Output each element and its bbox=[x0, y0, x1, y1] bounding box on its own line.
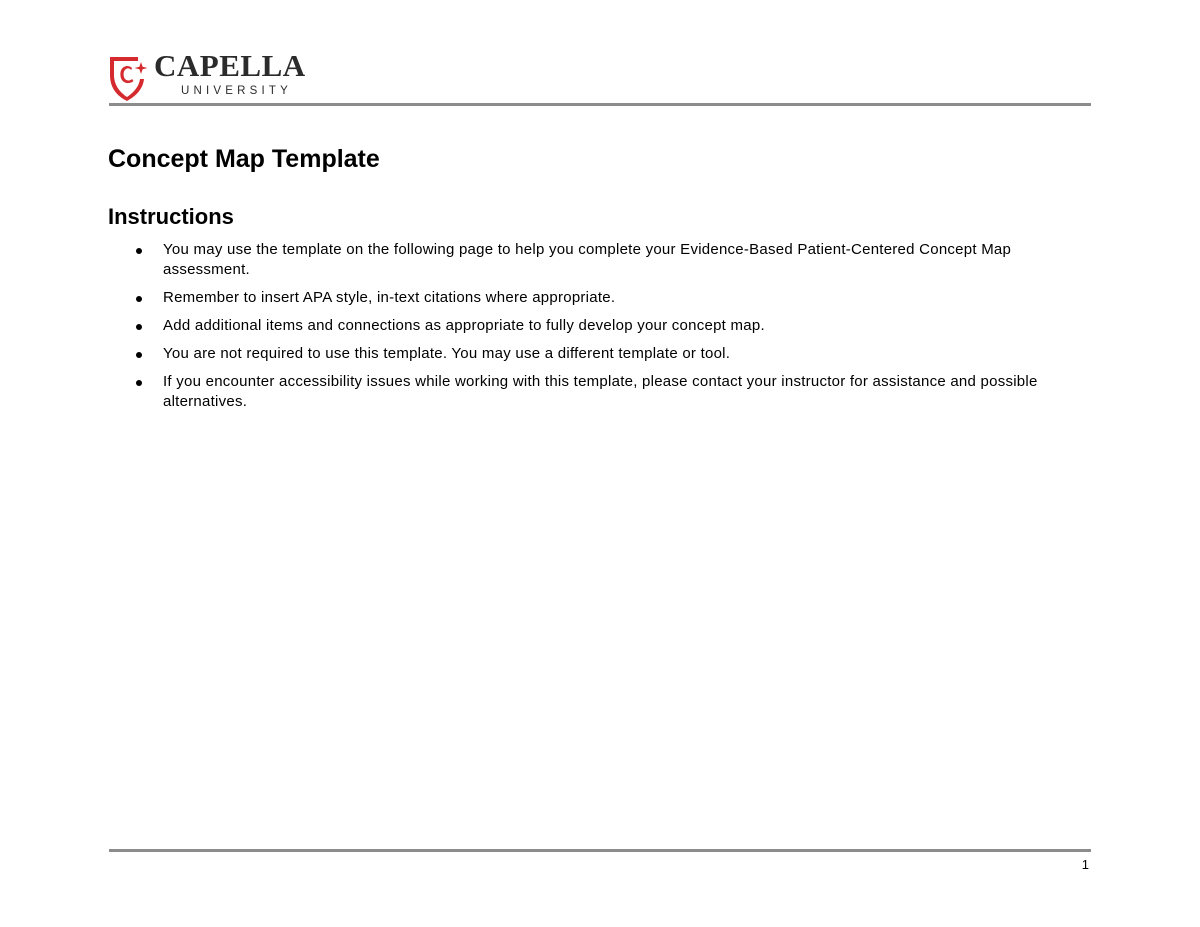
list-item-text: You are not required to use this template. You may use a different template or tool. bbox=[163, 345, 731, 362]
logo-subtitle: UNIVERSITY bbox=[181, 85, 293, 97]
footer-divider bbox=[109, 849, 1091, 852]
list-item bbox=[109, 372, 1084, 412]
bullet-icon bbox=[136, 380, 142, 386]
list-item bbox=[109, 240, 1084, 280]
capella-shield-icon bbox=[108, 53, 150, 103]
bullet-icon bbox=[136, 296, 142, 302]
header-divider bbox=[109, 103, 1091, 106]
logo-wordmark: CAPELLA bbox=[154, 48, 306, 83]
instructions-heading: Instructions bbox=[108, 204, 234, 229]
capella-logo bbox=[108, 48, 348, 102]
list-item-text: You may use the template on the following page to help you complete your Evidence-Based Patient-Centered Concept Map assessment. bbox=[163, 241, 1012, 278]
bullet-icon bbox=[136, 352, 142, 358]
document-title: Concept Map Template bbox=[108, 145, 380, 173]
instructions-list bbox=[109, 240, 1084, 420]
list-item bbox=[109, 316, 1084, 336]
list-item-text: Remember to insert APA style, in-text citations where appropriate. bbox=[163, 289, 616, 306]
bullet-icon bbox=[136, 248, 142, 254]
page-number: 1 bbox=[1081, 857, 1089, 872]
list-item bbox=[109, 344, 1084, 364]
list-item bbox=[109, 288, 1084, 308]
list-item-text: Add additional items and connections as appropriate to fully develop your concept map. bbox=[163, 317, 765, 334]
list-item-text: If you encounter accessibility issues while working with this template, please contact your instructor for assistance and possible alternatives. bbox=[163, 373, 1038, 410]
bullet-icon bbox=[136, 324, 142, 330]
